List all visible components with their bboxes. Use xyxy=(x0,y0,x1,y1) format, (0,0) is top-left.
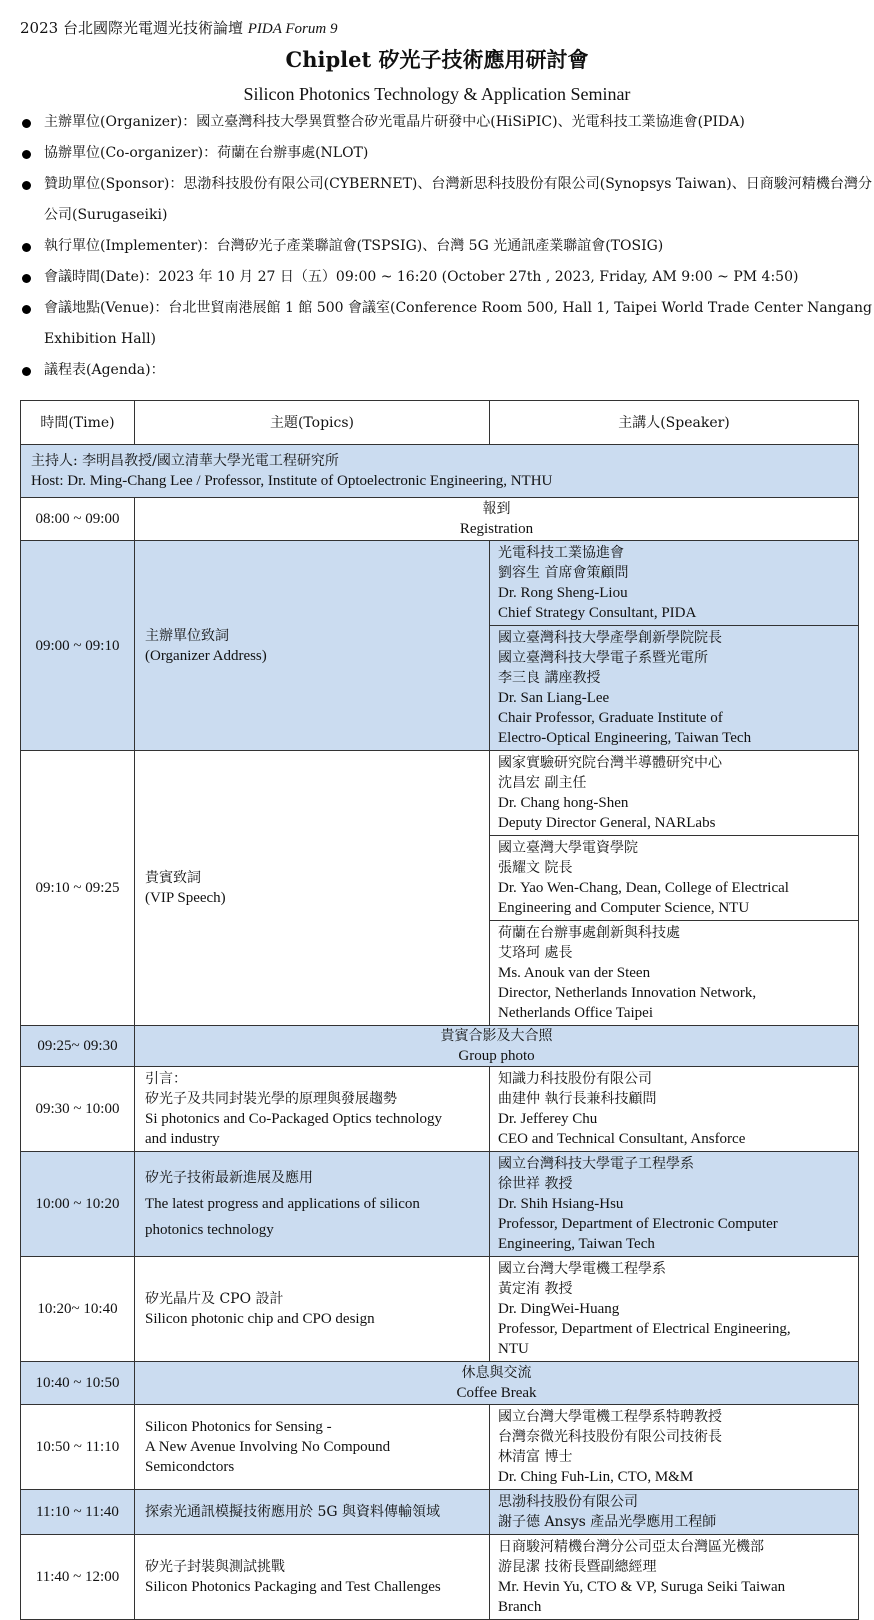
speaker-line: Ms. Anouk van der Steen xyxy=(498,965,651,981)
time-cell: 09:25~ 09:30 xyxy=(21,1026,135,1067)
topic-line: Si photonics and Co-Packaged Optics technology xyxy=(145,1111,443,1127)
topic-line: 引言： xyxy=(145,1071,187,1087)
speaker-line: 知識力科技股份有限公司 xyxy=(498,1071,652,1087)
speaker-line: 國立臺灣大學電資學院 xyxy=(498,840,638,856)
time-cell: 09:30 ~ 10:00 xyxy=(21,1067,135,1152)
host-row xyxy=(21,445,859,498)
time-cell: 11:40 ~ 12:00 xyxy=(21,1535,135,1620)
topic-cell xyxy=(135,1535,490,1620)
table-row xyxy=(21,541,859,626)
info-text: 贊助單位(Sponsor)：思渤科技股份有限公司(CYBERNET)、台灣新思科技股份有限公司(Synopsys Taiwan)、日商駿河精機台灣分公司(Surugaseiki) xyxy=(44,176,872,223)
speaker-line: Dr. San Liang-Lee xyxy=(498,690,610,706)
page-title: Chiplet 矽光子技術應用研討會 xyxy=(285,47,589,72)
topic-line: 矽光子技術最新進展及應用 xyxy=(145,1170,313,1186)
topic-line: A New Avenue Involving No Compound xyxy=(145,1439,391,1455)
table-row xyxy=(21,1405,859,1490)
page-subtitle: Silicon Photonics Technology & Application Seminar xyxy=(243,84,631,104)
speaker-cell xyxy=(490,1535,859,1620)
speaker-line: Engineering, Taiwan Tech xyxy=(498,1236,655,1252)
speaker-line: Dr. Shih Hsiang-Hsu xyxy=(498,1196,624,1212)
agenda-table xyxy=(20,400,859,1620)
bullet-icon xyxy=(22,274,31,283)
speaker-line: Director, Netherlands Innovation Network, xyxy=(498,985,757,1001)
bullet-icon xyxy=(22,150,31,159)
table-row xyxy=(21,1535,859,1620)
info-text: 會議地點(Venue)：台北世貿南港展館 1 館 500 會議室(Conference Room 500, Hall 1, Taipei World Trade Center Nangang Exhibition Hall) xyxy=(44,300,872,347)
header-speaker: 主講人(Speaker) xyxy=(490,401,859,445)
span-en: Group photo xyxy=(458,1048,535,1064)
speaker-line: 李三良 講座教授 xyxy=(498,670,601,686)
speaker-line: 林清富 博士 xyxy=(498,1449,573,1465)
topic-cell xyxy=(135,1067,490,1152)
speaker-line: 國立臺灣科技大學電子系暨光電所 xyxy=(498,650,708,666)
span-cell xyxy=(135,498,859,541)
speaker-line: Dr. Jefferey Chu xyxy=(498,1111,598,1127)
speaker-line: Branch xyxy=(498,1599,542,1615)
info-text: 執行單位(Implementer)：台灣矽光子產業聯誼會(TSPSIG)、台灣 5G 光通訊產業聯誼會(TOSIG) xyxy=(44,238,664,254)
info-implementer xyxy=(22,231,872,262)
bullet-icon xyxy=(22,367,31,376)
speaker-line: 游昆潔 技術長暨副總經理 xyxy=(498,1559,657,1575)
speaker-line: Deputy Director General, NARLabs xyxy=(498,815,716,831)
speaker-line: Professor, Department of Electrical Engineering, xyxy=(498,1321,791,1337)
table-row xyxy=(21,1257,859,1362)
speaker-line: NTU xyxy=(498,1341,529,1357)
topic-line: 主辦單位致詞 xyxy=(145,627,229,644)
topic-cell xyxy=(135,1490,490,1535)
speaker-line: 日商駿河精機台灣分公司亞太台灣區光機部 xyxy=(498,1539,764,1555)
info-text: 協辦單位(Co-organizer)：荷蘭在台辦事處(NLOT) xyxy=(44,145,369,161)
speaker-cell xyxy=(490,1152,859,1257)
speaker-line: 台灣奈微光科技股份有限公司技術長 xyxy=(498,1429,722,1445)
topic-line: 矽光子封裝與測試挑戰 xyxy=(145,1559,285,1575)
speaker-cell xyxy=(490,1257,859,1362)
speaker-line: Dr. Ching Fuh-Lin, CTO, M&M xyxy=(498,1469,694,1485)
topic-line: (Organizer Address) xyxy=(145,647,267,664)
bullet-icon xyxy=(22,181,31,190)
topic-line: 探索光通訊模擬技術應用於 5G 與資料傳輸領域 xyxy=(145,1504,440,1520)
speaker-line: 思渤科技股份有限公司 xyxy=(498,1494,638,1510)
info-sponsor xyxy=(22,169,872,231)
speaker-cell xyxy=(490,626,859,751)
speaker-line: Mr. Hevin Yu, CTO & VP, Suruga Seiki Taiwan xyxy=(498,1579,786,1595)
speaker-line: 國立台灣科技大學電子工程學系 xyxy=(498,1156,694,1172)
speaker-line: Dr. DingWei-Huang xyxy=(498,1301,620,1317)
speaker-line: Dr. Chang hong-Shen xyxy=(498,795,629,811)
table-header-row xyxy=(21,401,859,445)
forum-line xyxy=(20,18,337,39)
topic-cell xyxy=(135,1152,490,1257)
table-row xyxy=(21,1490,859,1535)
span-zh: 貴賓合影及大合照 xyxy=(440,1028,553,1044)
speaker-line: 謝子德 Ansys 產品光學應用工程師 xyxy=(498,1514,717,1530)
table-row xyxy=(21,1026,859,1067)
speaker-cell xyxy=(490,541,859,626)
span-en: Registration xyxy=(459,521,534,537)
host-cell xyxy=(21,445,859,498)
speaker-cell xyxy=(490,1067,859,1152)
speaker-line: 光電科技工業協進會 xyxy=(498,545,624,561)
speaker-line: 張耀文 院長 xyxy=(498,860,573,876)
speaker-line: 沈昌宏 副主任 xyxy=(498,775,587,791)
topic-line: Semicondctors xyxy=(145,1459,235,1475)
info-text: 議程表(Agenda)： xyxy=(44,362,165,378)
span-cell xyxy=(135,1026,859,1067)
time-cell: 09:00 ~ 09:10 xyxy=(21,541,135,751)
bullet-icon xyxy=(22,305,31,314)
time-cell: 10:20~ 10:40 xyxy=(21,1257,135,1362)
speaker-cell xyxy=(490,1490,859,1535)
info-date xyxy=(22,262,872,293)
speaker-cell xyxy=(490,921,859,1026)
time-cell: 08:00 ~ 09:00 xyxy=(21,498,135,541)
speaker-line: 劉容生 首席會策顧問 xyxy=(498,565,629,581)
time-cell: 09:10 ~ 09:25 xyxy=(21,751,135,1026)
speaker-line: 國立台灣大學電機工程學系特聘教授 xyxy=(498,1409,722,1425)
topic-line: Silicon photonic chip and CPO design xyxy=(145,1311,375,1327)
span-en: Coffee Break xyxy=(456,1385,537,1401)
speaker-line: Chief Strategy Consultant, PIDA xyxy=(498,605,697,621)
speaker-line: CEO and Technical Consultant, Ansforce xyxy=(498,1131,746,1147)
info-agenda xyxy=(22,355,872,386)
topic-line: and industry xyxy=(145,1131,220,1147)
table-row xyxy=(21,1362,859,1405)
topic-line: 貴賓致詞 xyxy=(145,870,201,886)
topic-line: photonics technology xyxy=(145,1222,274,1238)
topic-cell xyxy=(135,1405,490,1490)
speaker-line: Netherlands Office Taipei xyxy=(498,1005,654,1021)
forum-prefix: 2023 台北國際光電週光技術論壇 xyxy=(20,19,243,37)
speaker-line: 徐世祥 教授 xyxy=(498,1176,573,1192)
table-row xyxy=(21,1152,859,1257)
speaker-line: 國立臺灣科技大學產學創新學院院長 xyxy=(498,630,722,646)
topic-line: 矽光晶片及 CPO 設計 xyxy=(145,1291,284,1307)
speaker-line: 國家實驗研究院台灣半導體研究中心 xyxy=(498,755,722,771)
time-cell: 10:00 ~ 10:20 xyxy=(21,1152,135,1257)
topic-cell xyxy=(135,751,490,1026)
speaker-line: 艾珞珂 處長 xyxy=(498,945,573,961)
info-venue xyxy=(22,293,872,355)
topic-cell xyxy=(135,541,490,751)
speaker-line: Dr. Rong Sheng-Liou xyxy=(498,585,628,601)
table-row xyxy=(21,498,859,541)
span-cell xyxy=(135,1362,859,1405)
speaker-line: 曲建仲 執行長兼科技顧問 xyxy=(498,1091,657,1107)
forum-name: PIDA Forum 9 xyxy=(247,21,338,37)
speaker-cell xyxy=(490,1405,859,1490)
speaker-line: Professor, Department of Electronic Computer xyxy=(498,1216,778,1232)
bullet-icon xyxy=(22,119,31,128)
host-zh: 主持人: 李明昌教授/國立清華大學光電工程研究所 xyxy=(31,453,339,469)
table-row xyxy=(21,751,859,836)
time-cell: 11:10 ~ 11:40 xyxy=(21,1490,135,1535)
host-en: Host: Dr. Ming-Chang Lee / Professor, Institute of Optoelectronic Engineering, NTHU xyxy=(31,473,553,489)
topic-line: The latest progress and applications of silicon xyxy=(145,1196,420,1212)
info-co-organizer xyxy=(22,138,872,169)
topic-line: (VIP Speech) xyxy=(145,890,226,906)
speaker-line: Engineering and Computer Science, NTU xyxy=(498,900,750,916)
speaker-line: 黃定洧 教授 xyxy=(498,1281,573,1297)
time-cell: 10:40 ~ 10:50 xyxy=(21,1362,135,1405)
header-time: 時間(Time) xyxy=(21,401,135,445)
topic-cell xyxy=(135,1257,490,1362)
speaker-line: Electro-Optical Engineering, Taiwan Tech xyxy=(498,730,752,746)
topic-line: 矽光子及共同封裝光學的原理與發展趨勢 xyxy=(145,1091,397,1107)
time-cell: 10:50 ~ 11:10 xyxy=(21,1405,135,1490)
info-list xyxy=(22,107,872,386)
span-zh: 休息與交流 xyxy=(461,1365,532,1381)
topic-line: Silicon Photonics for Sensing - xyxy=(145,1419,332,1435)
info-text: 主辦單位(Organizer)：國立臺灣科技大學異質整合矽光電晶片研發中心(HiSiPIC)、光電科技工業協進會(PIDA) xyxy=(44,114,745,130)
bullet-icon xyxy=(22,243,31,252)
speaker-line: 國立台灣大學電機工程學系 xyxy=(498,1261,666,1277)
speaker-line: Dr. Yao Wen-Chang, Dean, College of Electrical xyxy=(498,880,789,896)
info-organizer xyxy=(22,107,872,138)
table-row xyxy=(21,1067,859,1152)
speaker-line: 荷蘭在台辦事處創新與科技處 xyxy=(498,925,680,941)
speaker-cell xyxy=(490,751,859,836)
speaker-cell xyxy=(490,836,859,921)
span-zh: 報到 xyxy=(482,501,511,517)
topic-line: Silicon Photonics Packaging and Test Challenges xyxy=(145,1579,441,1595)
speaker-line: Chair Professor, Graduate Institute of xyxy=(498,710,723,726)
header-topics: 主題(Topics) xyxy=(135,401,490,445)
info-text: 會議時間(Date)：2023 年 10 月 27 日（五）09:00 ~ 16:20 (October 27th , 2023, Friday, AM 9:00 ~ PM 4:50) xyxy=(44,269,799,285)
